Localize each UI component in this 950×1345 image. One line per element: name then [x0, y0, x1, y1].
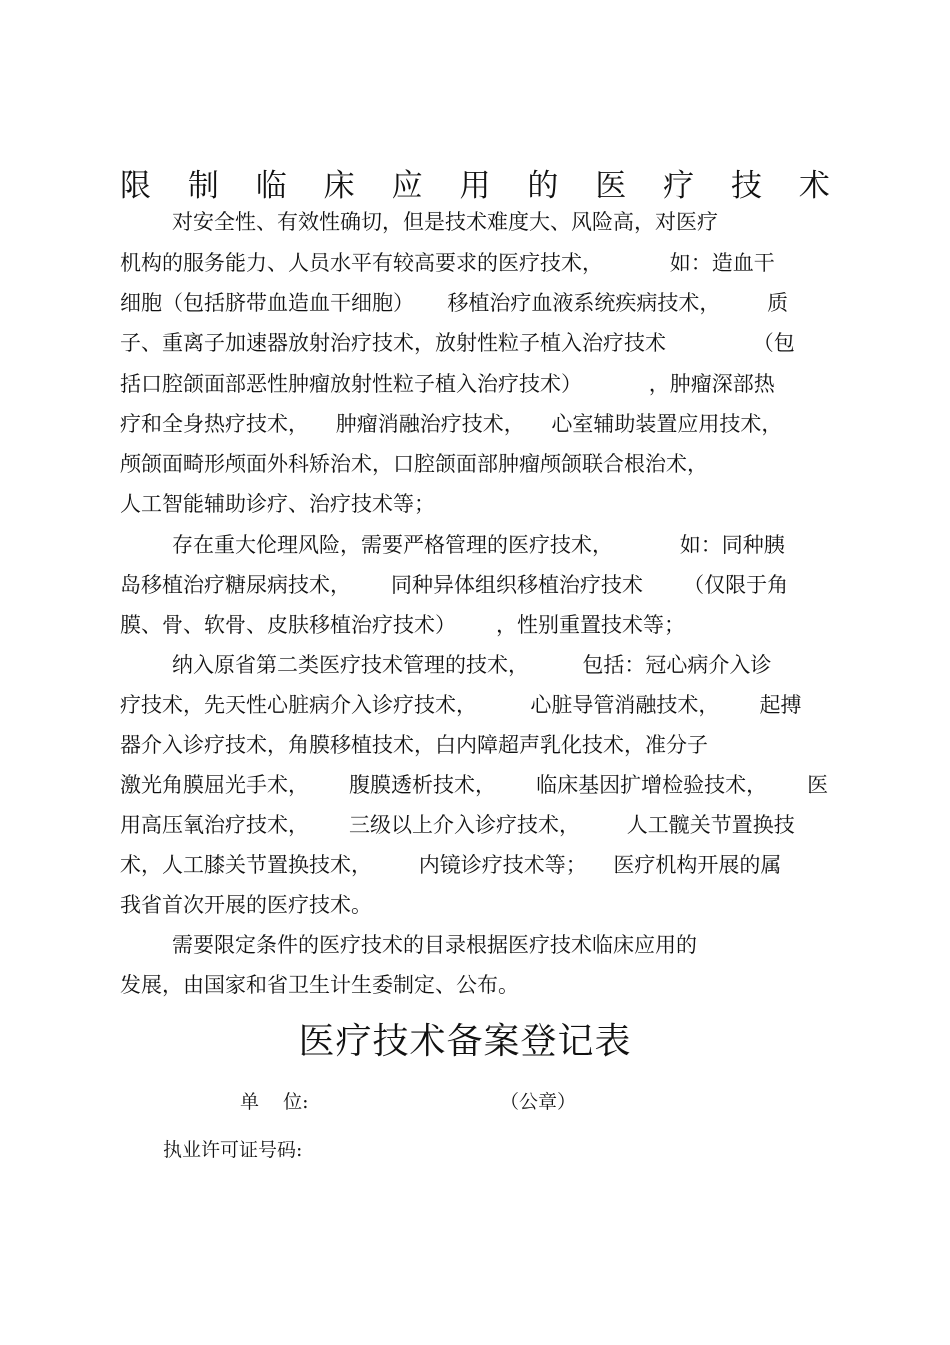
paragraph-line: 子、重离子加速器放射治疗技术，放射性粒子植入治疗技术 （包 — [120, 331, 795, 355]
title-char: 疗 — [663, 168, 695, 204]
form-title: 医疗技术备案登记表 — [298, 1021, 632, 1062]
paragraph-line: 用高压氧治疗技术， 三级以上介入诊疗技术， 人工髋关节置换技 — [120, 813, 795, 837]
title-char: 临 — [255, 168, 287, 204]
title-char: 应 — [391, 168, 423, 204]
paragraph-line: 膜、骨、软骨、皮肤移植治疗技术） ，性别重置技术等； — [120, 613, 686, 637]
paragraph-line: 纳入原省第二类医疗技术管理的技术， 包括：冠心病介入诊 — [172, 653, 772, 677]
paragraph-line: 我省首次开展的医疗技术。 — [120, 893, 372, 917]
paragraph-line: 发展，由国家和省卫生计生委制定、公布。 — [120, 973, 519, 997]
title-char: 床 — [323, 168, 355, 204]
paragraph-line: 激光角膜屈光手术， 腹膜透析技术， 临床基因扩增检验技术， 医 — [120, 773, 829, 797]
paragraph-line: 术，人工膝关节置换技术， 内镜诊疗技术等； 医疗机构开展的属 — [120, 853, 782, 877]
seal-label: （公章） — [500, 1091, 577, 1113]
title-char: 的 — [527, 168, 559, 204]
paragraph-line: 存在重大伦理风险，需要严格管理的医疗技术， 如：同种胰 — [172, 533, 785, 557]
unit-label: 单 位: — [240, 1091, 309, 1113]
license-number-label: 执业许可证号码: — [163, 1139, 303, 1161]
paragraph-line: 岛移植治疗糖尿病技术， 同种异体组织移植治疗技术 （仅限于角 — [120, 573, 789, 597]
title-char: 限 — [120, 168, 151, 204]
title-char: 制 — [187, 168, 219, 204]
paragraph-line: 疗技术，先天性心脏病介入诊疗技术， 心脏导管消融技术， 起搏 — [120, 693, 802, 717]
paragraph-line: 机构的服务能力、人员水平有较高要求的医疗技术， 如：造血干 — [120, 251, 775, 275]
page-title — [120, 166, 830, 206]
paragraph-line: 括口腔颌面部恶性肿瘤放射性粒子植入治疗技术） ，肿瘤深部热 — [120, 372, 775, 396]
title-char: 术 — [798, 168, 830, 204]
title-char: 用 — [459, 168, 491, 204]
paragraph-line: 对安全性、有效性确切，但是技术难度大、风险高，对医疗 — [172, 210, 718, 234]
paragraph-line: 颅颌面畸形颅面外科矫治术，口腔颌面部肿瘤颅颌联合根治术， — [120, 452, 708, 476]
paragraph-line: 需要限定条件的医疗技术的目录根据医疗技术临床应用的 — [172, 933, 697, 957]
paragraph-line: 疗和全身热疗技术， 肿瘤消融治疗技术， 心室辅助装置应用技术， — [120, 412, 783, 436]
title-char: 医 — [595, 168, 627, 204]
paragraph-line: 器介入诊疗技术，角膜移植技术，白内障超声乳化技术，准分子 — [120, 733, 708, 757]
paragraph-line: 人工智能辅助诊疗、治疗技术等； — [120, 492, 435, 516]
paragraph-line: 细胞（包括脐带血造血干细胞） 移植治疗血液系统疾病技术， 质 — [120, 291, 789, 315]
title-char: 技 — [731, 168, 763, 204]
